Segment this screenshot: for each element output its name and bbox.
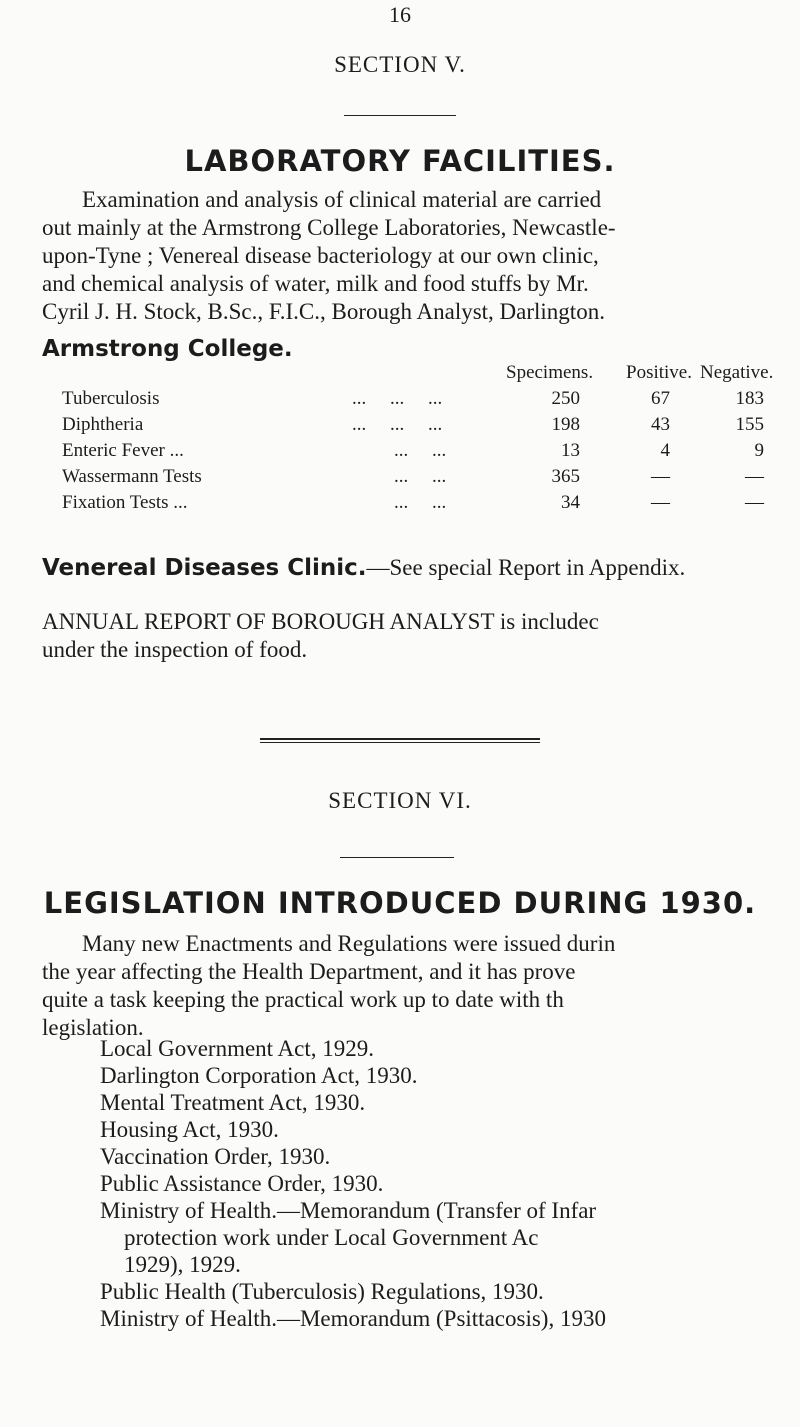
list-item: Public Assistance Order, 1930. (100, 1171, 384, 1196)
table-cell-specimens: 365 (551, 466, 580, 487)
venereal-clinic-text: —See special Report in Appendix. (366, 555, 686, 580)
table-cell-specimens: 13 (561, 440, 580, 461)
table-cell-positive: 4 (660, 440, 670, 461)
table-cell-specimens: 250 (551, 388, 580, 409)
paragraph-line: out mainly at the Armstrong College Laboratories, Newcastle- (42, 215, 616, 240)
table-cell-specimens: 198 (551, 414, 580, 435)
table-row-leader: ... ... (394, 440, 447, 461)
paragraph-line: the year affecting the Health Department, and it has prove (42, 959, 576, 984)
section-6-heading: LEGISLATION INTRODUCED DURING 1930. (43, 886, 757, 920)
list-item-continuation: protection work under Local Government Ac (124, 1225, 539, 1250)
list-item: Mental Treatment Act, 1930. (100, 1090, 366, 1115)
table-row-label: Fixation Tests ... (62, 492, 188, 513)
col-header-negative: Negative. (700, 362, 774, 383)
table-cell-positive: 43 (651, 414, 670, 435)
legislation-intro-paragraph (42, 930, 757, 1042)
paragraph-line: and chemical analysis of water, milk and food stuffs by Mr. (42, 271, 589, 296)
annual-report-paragraph (42, 608, 757, 664)
table-cell-specimens: 34 (561, 492, 580, 513)
section-6-title: SECTION VI. (328, 788, 472, 813)
separator-rule-top (260, 738, 540, 740)
table-row-leader: ... ... (394, 466, 447, 487)
table-cell-negative: 183 (735, 388, 764, 409)
paragraph-line: legislation. (42, 1015, 144, 1040)
col-header-specimens: Specimens. (506, 362, 594, 383)
paragraph-line: Many new Enactments and Regulations were issued durin (82, 931, 616, 956)
venereal-clinic-heading: Venereal Diseases Clinic. (42, 555, 367, 581)
table-row-label: Tuberculosis (62, 388, 160, 409)
list-item: Vaccination Order, 1930. (100, 1144, 331, 1169)
table-cell-negative: 9 (754, 440, 764, 461)
paragraph-line: Cyril J. H. Stock, B.Sc., F.I.C., Borough Analyst, Darlington. (42, 299, 605, 324)
table-row-leader: ... ... ... (352, 388, 443, 409)
table-row-label: Diphtheria (62, 414, 144, 435)
paragraph-line: Examination and analysis of clinical material are carried (82, 187, 602, 212)
armstrong-college-heading: Armstrong College. (42, 336, 293, 362)
list-item: Local Government Act, 1929. (100, 1036, 375, 1061)
list-item: Darlington Corporation Act, 1930. (100, 1063, 418, 1088)
section-5-heading: LABORATORY FACILITIES. (184, 144, 616, 178)
lab-intro-paragraph (42, 186, 757, 326)
paragraph-line: quite a task keeping the practical work up to date with th (42, 987, 564, 1012)
table-cell-positive: 67 (651, 388, 670, 409)
list-item: Housing Act, 1930. (100, 1117, 279, 1142)
table-cell-positive: — (651, 466, 670, 487)
table-row-label: Wassermann Tests (62, 466, 202, 487)
list-item-continuation: 1929), 1929. (124, 1252, 241, 1277)
table-cell-negative: — (745, 492, 764, 513)
table-row-label: Enteric Fever ... (62, 440, 184, 461)
section-6-rule (340, 857, 454, 858)
table-cell-negative: 155 (735, 414, 764, 435)
col-header-positive: Positive. (626, 362, 692, 383)
paragraph-line: upon-Tyne ; Venereal disease bacteriology at our own clinic, (42, 243, 599, 268)
page-number: 16 (389, 2, 411, 27)
separator-rule-bottom (260, 742, 540, 743)
venereal-clinic-line (42, 555, 685, 581)
section-5-rule (344, 115, 456, 116)
paragraph-line: under the inspection of food. (42, 637, 308, 662)
section-5-title: SECTION V. (334, 52, 466, 77)
list-item: Ministry of Health.—Memorandum (Transfer of Infar (100, 1198, 597, 1223)
table-row-leader: ... ... ... (352, 414, 443, 435)
paragraph-line: ANNUAL REPORT OF BOROUGH ANALYST is includec (42, 609, 599, 634)
table-row-leader: ... ... (394, 492, 447, 513)
table-cell-negative: — (745, 466, 764, 487)
list-item: Public Health (Tuberculosis) Regulations, 1930. (100, 1279, 544, 1304)
list-item: Ministry of Health.—Memorandum (Psittacosis), 1930 (100, 1306, 606, 1331)
table-cell-positive: — (651, 492, 670, 513)
